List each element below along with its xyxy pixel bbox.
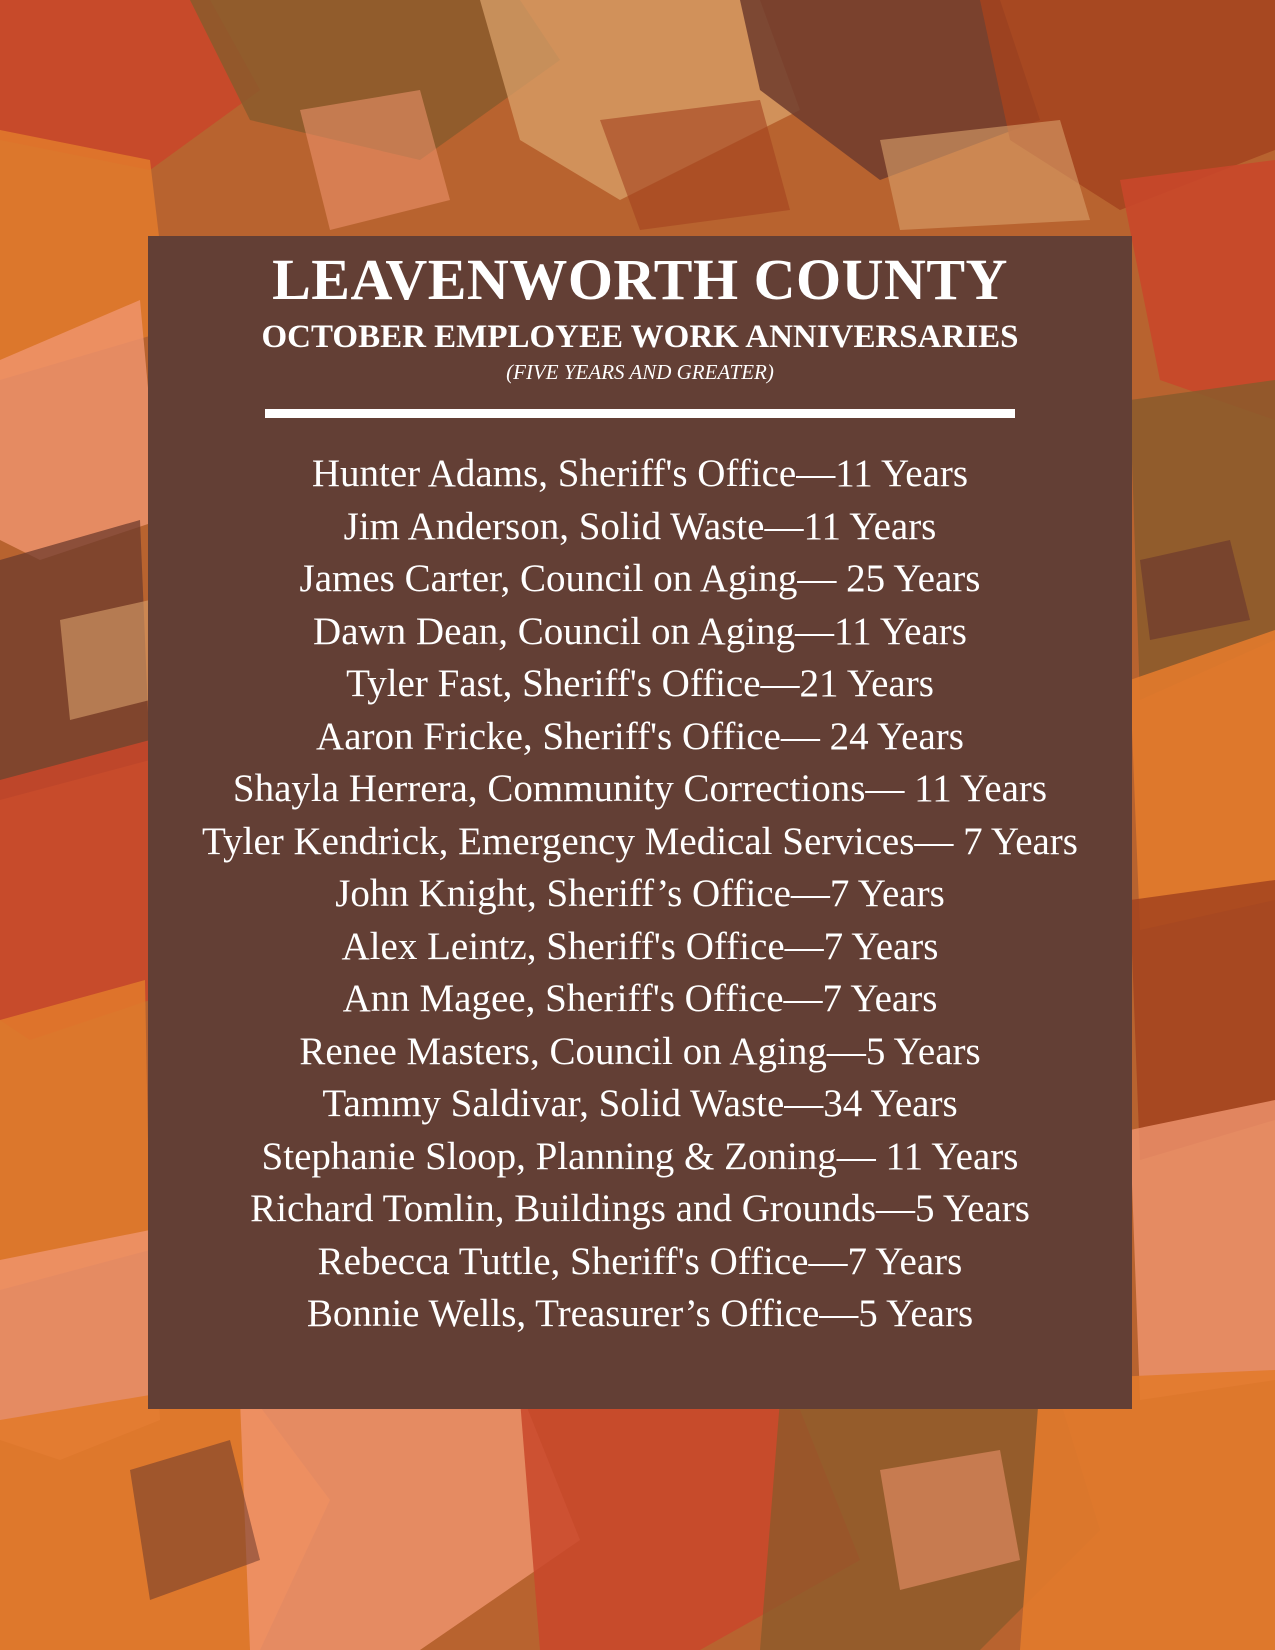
anniversary-entry: Ann Magee, Sheriff's Office—7 Years [342, 977, 938, 1021]
eligibility-note: (FIVE YEARS AND GREATER) [506, 360, 774, 385]
anniversary-entry: Rebecca Tuttle, Sheriff's Office—7 Years [317, 1239, 963, 1283]
anniversary-entry: Tyler Fast, Sheriff's Office—21 Years [346, 662, 934, 706]
anniversary-entry: Renee Masters, Council on Aging—5 Years [299, 1029, 981, 1073]
anniversary-entry: Bonnie Wells, Treasurer’s Office—5 Years [306, 1292, 974, 1336]
anniversary-entry: Alex Leintz, Sheriff's Office—7 Years [341, 924, 939, 968]
anniversary-entry: Tammy Saldivar, Solid Waste—34 Years [322, 1082, 958, 1126]
county-title: LEAVENWORTH COUNTY [272, 247, 1008, 312]
anniversary-panel [148, 236, 1132, 1409]
anniversaries-subtitle: OCTOBER EMPLOYEE WORK ANNIVERSARIES [261, 318, 1019, 355]
anniversary-entry: James Carter, Council on Aging— 25 Years [299, 557, 981, 601]
anniversary-entry: Tyler Kendrick, Emergency Medical Services— 7 Years [202, 819, 1078, 863]
anniversary-entry: Dawn Dean, Council on Aging—11 Years [313, 609, 967, 653]
divider [265, 409, 1015, 418]
anniversary-entry: Richard Tomlin, Buildings and Grounds—5 Years [250, 1187, 1030, 1231]
anniversary-entry: Hunter Adams, Sheriff's Office—11 Years [311, 452, 969, 496]
anniversary-entry: Stephanie Sloop, Planning & Zoning— 11 Years [261, 1134, 1019, 1178]
anniversary-entry: Shayla Herrera, Community Corrections— 11 Years [232, 767, 1048, 811]
anniversary-list [148, 448, 1132, 1341]
anniversary-entry: Jim Anderson, Solid Waste—11 Years [343, 504, 937, 548]
anniversary-entry: Aaron Fricke, Sheriff's Office— 24 Years [316, 714, 964, 758]
anniversary-entry: John Knight, Sheriff’s Office—7 Years [335, 872, 945, 916]
